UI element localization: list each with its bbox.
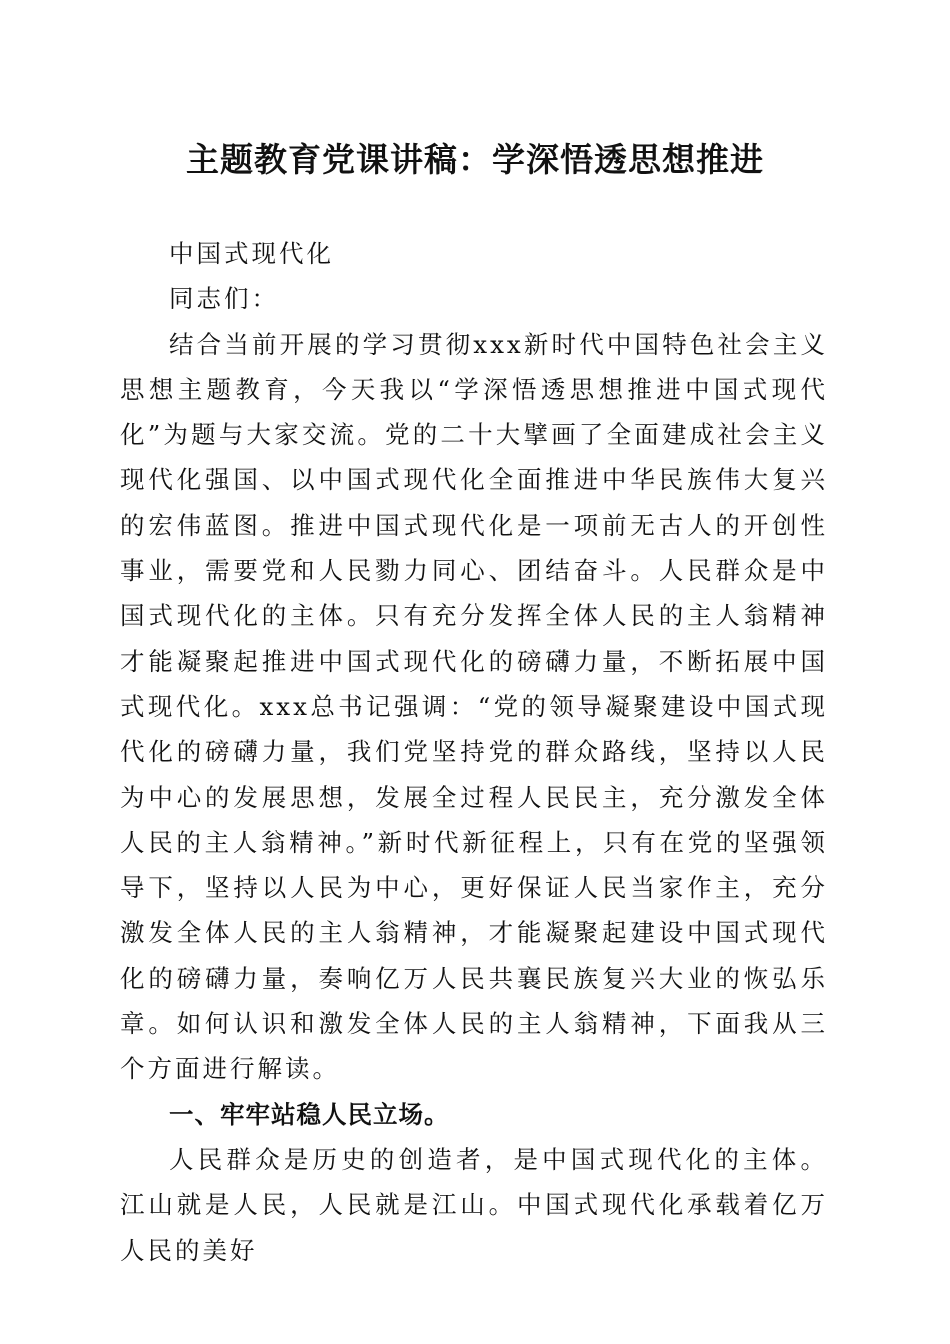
salutation: 同志们： <box>169 284 279 314</box>
intro-paragraph: 结合当前开展的学习贯彻xxx新时代中国特色社会主义思想主题教育，今天我以“学深悟透思想推进中国式现代化”为题与大家交流。党的二十大擘画了全面建成社会主义现代化强国、以中国式现代化全面推进中华民族伟大复兴的宏伟蓝图。推进中国式现代化是一项前无古人的开创性事业，需要党和人民勠力同心、团结奋斗。人民群众是中国式现代化的主体。只有充分发挥全体人民的主人翁精神才能凝聚起推进中国式现代化的磅礴力量，不断拓展中国式现代化。xxx总书记强调：“党的领导凝聚建设中国式现代化的磅礴力量，我们党坚持党的群众路线，坚持以人民为中心的发展思想，发展全过程人民民主，充分激发全体人民的主人翁精神。”新时代新征程上，只有在党的坚强领导下，坚持以人民为中心，更好保证人民当家作主，充分激发全体人民的主人翁精神，才能凝聚起建设中国式现代化的磅礴力量，奏响亿万人民共襄民族复兴大业的恢弘乐章。如何认识和激发全体人民的主人翁精神，下面我从三个方面进行解读。 <box>120 329 828 1084</box>
document-body <box>120 231 828 1273</box>
section-1-paragraph: 人民群众是历史的创造者，是中国式现代化的主体。江山就是人民，人民就是江山。中国式现代化承载着亿万人民的美好 <box>120 1144 828 1265</box>
document-title: 主题教育党课讲稿：学深悟透思想推进 <box>186 140 764 179</box>
section-1-heading: 一、牢牢站稳人民立场。 <box>169 1099 450 1129</box>
subtitle-line: 中国式现代化 <box>169 239 334 268</box>
